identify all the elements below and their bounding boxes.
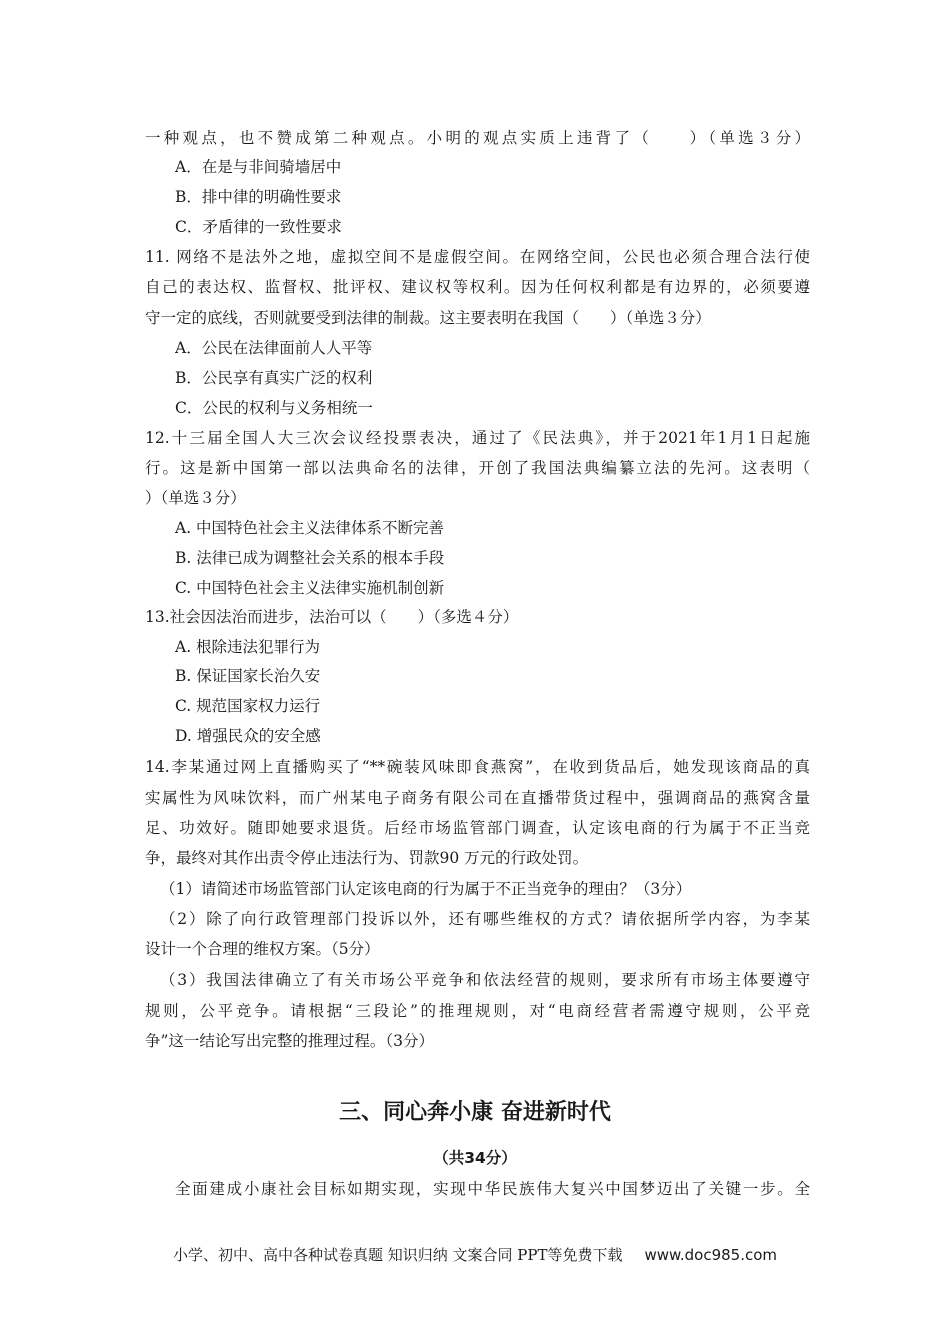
question-14-line-3: 足、功效好。随即她要求退货。后经市场监管部门调查，认定该电商的行为属于不正当竞 [145, 819, 810, 837]
q14-subquestion-2-line-2: 设计一个合理的维权方案。（5分） [145, 940, 380, 958]
question-14-line-1: 14.李某通过网上直播购买了“**碗装风味即食燕窝”，在收到货品后，她发现该商品的真 [145, 758, 810, 776]
footer-text: 小学、初中、高中各种试卷真题 知识归纳 文案合同 PPT等免费下载 [172, 1246, 623, 1264]
q12-option-c: C. 中国特色社会主义法律实施机制创新 [175, 579, 445, 597]
q13-option-a: A. 根除违法犯罪行为 [175, 638, 321, 656]
q13-option-d: D. 增强民众的安全感 [175, 727, 321, 745]
q11-option-b: B．公民享有真实广泛的权利 [175, 369, 373, 387]
q13-option-b: B. 保证国家长治久安 [175, 667, 321, 685]
q12-option-a: A. 中国特色社会主义法律体系不断完善 [175, 519, 445, 537]
question-12-line-3: ）（单选３分） [145, 489, 246, 507]
question-14-line-4: 争，最终对其作出责令停止违法行为、罚款90 万元的行政处罚。 [145, 849, 589, 867]
section-title: 三、同心奔小康 奋进新时代 [339, 1100, 611, 1125]
q12-option-b: B. 法律已成为调整社会关系的根本手段 [175, 549, 445, 567]
q10-option-b: B．排中律的明确性要求 [175, 188, 342, 206]
q13-option-c: C. 规范国家权力运行 [175, 697, 321, 715]
q10-option-c: C．矛盾律的一致性要求 [175, 218, 342, 236]
question-14-line-2: 实属性为风味饮料，而广州某电子商务有限公司在直播带货过程中，强调商品的燕窝含量 [145, 789, 810, 807]
question-12-line-2: 行。这是新中国第一部以法典命名的法律，开创了我国法典编纂立法的先河。这表明（ [145, 459, 810, 477]
q10-option-a: A．在是与非间骑墙居中 [175, 158, 342, 176]
footer-url[interactable]: www.doc985.com [644, 1246, 778, 1264]
question-11-line-1: 11. 网络不是法外之地，虚拟空间不是虚假空间。在网络空间，公民也必须合理合法行使 [145, 248, 810, 266]
question-11-line-2: 自己的表达权、监督权、批评权、建议权等权利。因为任何权利都是有边界的，必须要遵 [145, 278, 810, 296]
section-subtitle: （共34分） [433, 1149, 517, 1167]
page-footer [0, 1244, 950, 1266]
q14-subquestion-1: （1）请简述市场监管部门认定该电商的行为属于不正当竞争的理由？（3分） [160, 880, 692, 898]
q14-subquestion-3-line-1: （3）我国法律确立了有关市场公平竞争和依法经营的规则，要求所有市场主体要遵守 [160, 971, 810, 989]
q11-option-c: C．公民的权利与义务相统一 [175, 399, 373, 417]
q14-subquestion-3-line-3: 争”这一结论写出完整的推理过程。（3分） [145, 1032, 435, 1050]
q14-subquestion-3-line-2: 规则，公平竞争。请根据“三段论”的推理规则，对“电商经营者需遵守规则，公平竞 [145, 1002, 810, 1020]
question-10-tail: 一种观点，也不赞成第二种观点。小明的观点实质上违背了（ ）（单选３分） [145, 129, 810, 147]
question-11-line-3: 守一定的底线，否则就要受到法律的制裁。这主要表明在我国（ ）（单选３分） [145, 309, 711, 327]
q11-option-a: A．公民在法律面前人人平等 [175, 339, 373, 357]
question-13: 13.社会因法治而进步，法治可以（ ）（多选４分） [145, 608, 519, 626]
q14-subquestion-2-line-1: （2）除了向行政管理部门投诉以外，还有哪些维权的方式？请依据所学内容，为李某 [160, 910, 810, 928]
section-intro: 全面建成小康社会目标如期实现，实现中华民族伟大复兴中国梦迈出了关键一步。全 [175, 1180, 810, 1198]
question-12-line-1: 12.十三届全国人大三次会议经投票表决，通过了《民法典》，并于2021年1月1日起施 [145, 429, 810, 447]
